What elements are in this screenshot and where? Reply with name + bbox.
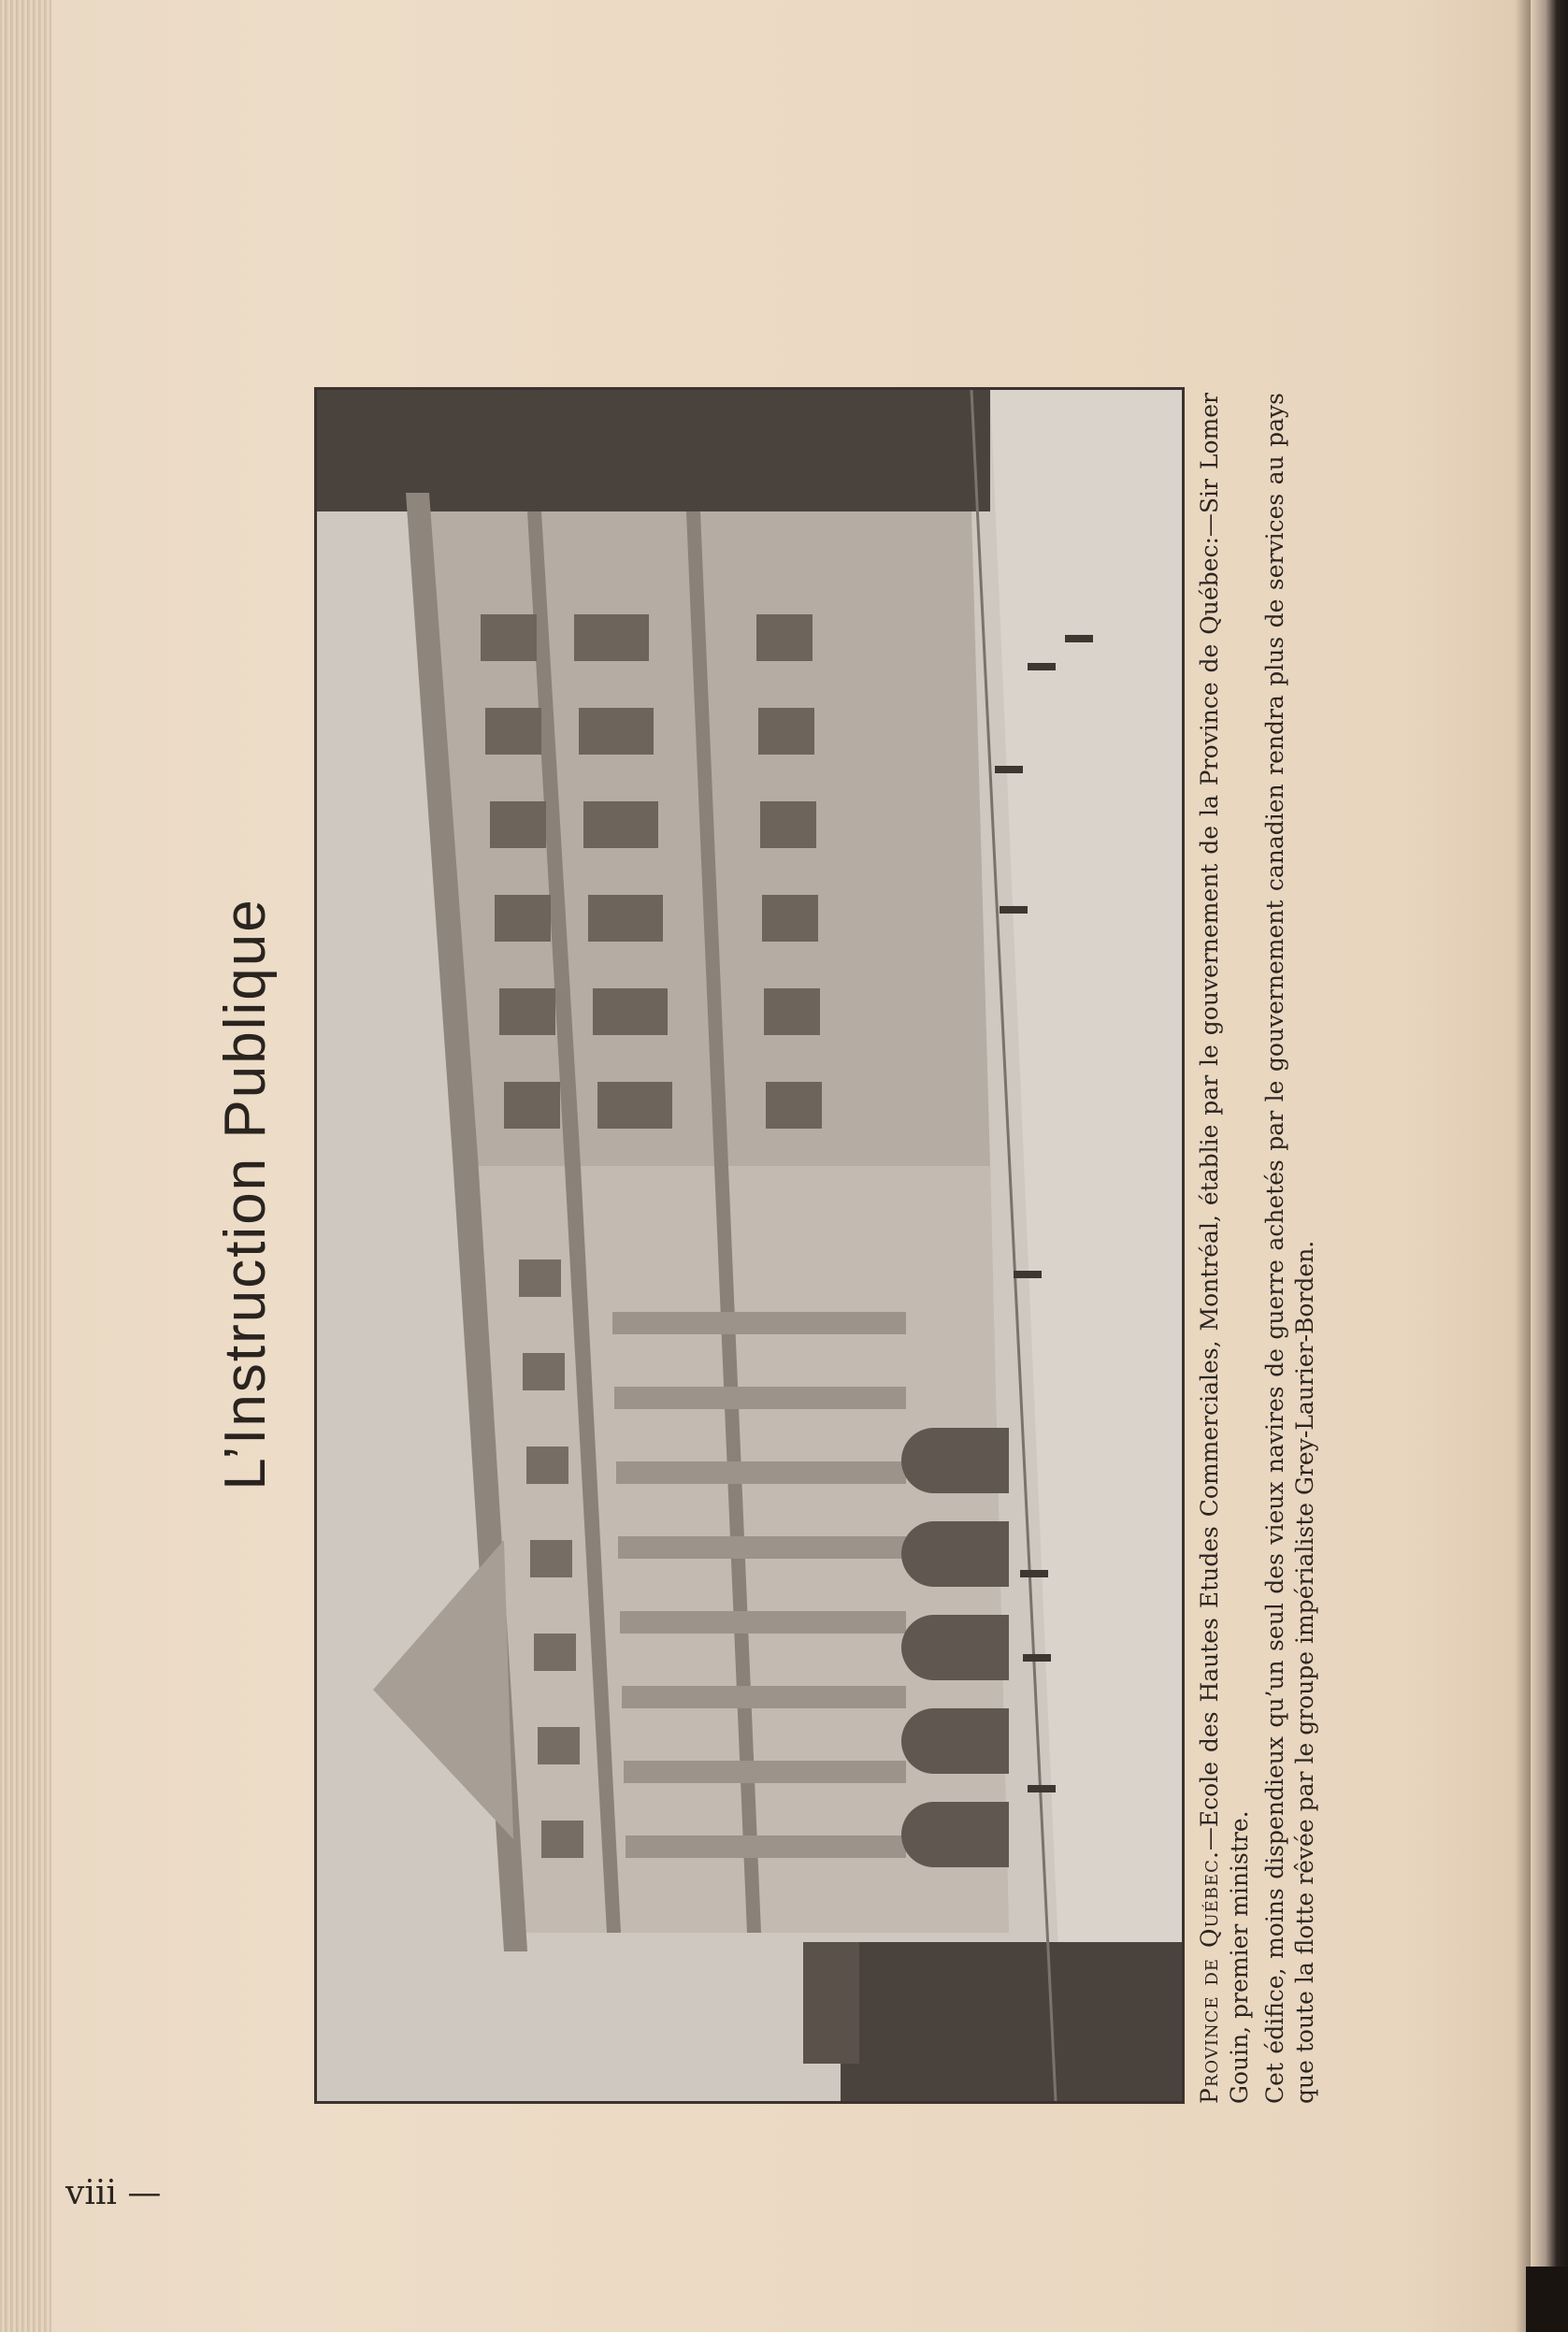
next-page-edge [1531,0,1568,2332]
page-number: viii — [65,2174,162,2212]
caption-second-paragraph: Cet édifice, moins dispendieux qu’un seul des vieux navires de guerre achetés par le gouvernement canadien rendra plus de services au pays que toute la flotte rêvée par le groupe impérialiste Grey-Laurier-Borden. [1261,393,1318,2104]
caption-rest: —Ecole des Hautes Etudes Commerciales, Montréal, établie par le gouvernement de la Province de Québec:—Sir Lomer Gouin, premier ministre. [1196,393,1253,2104]
photo-caption [1195,393,1320,2104]
rotated-content [204,236,1373,2152]
caption-first-paragraph [1195,393,1255,2104]
page-gutter [0,0,51,2332]
dark-corner [1526,2267,1568,2332]
caption-lead: Province de Québec. [1196,1850,1223,2104]
building-illustration [317,390,1182,2101]
page-title: L’Instruction Publique [213,898,278,1490]
building-photograph [314,387,1185,2104]
